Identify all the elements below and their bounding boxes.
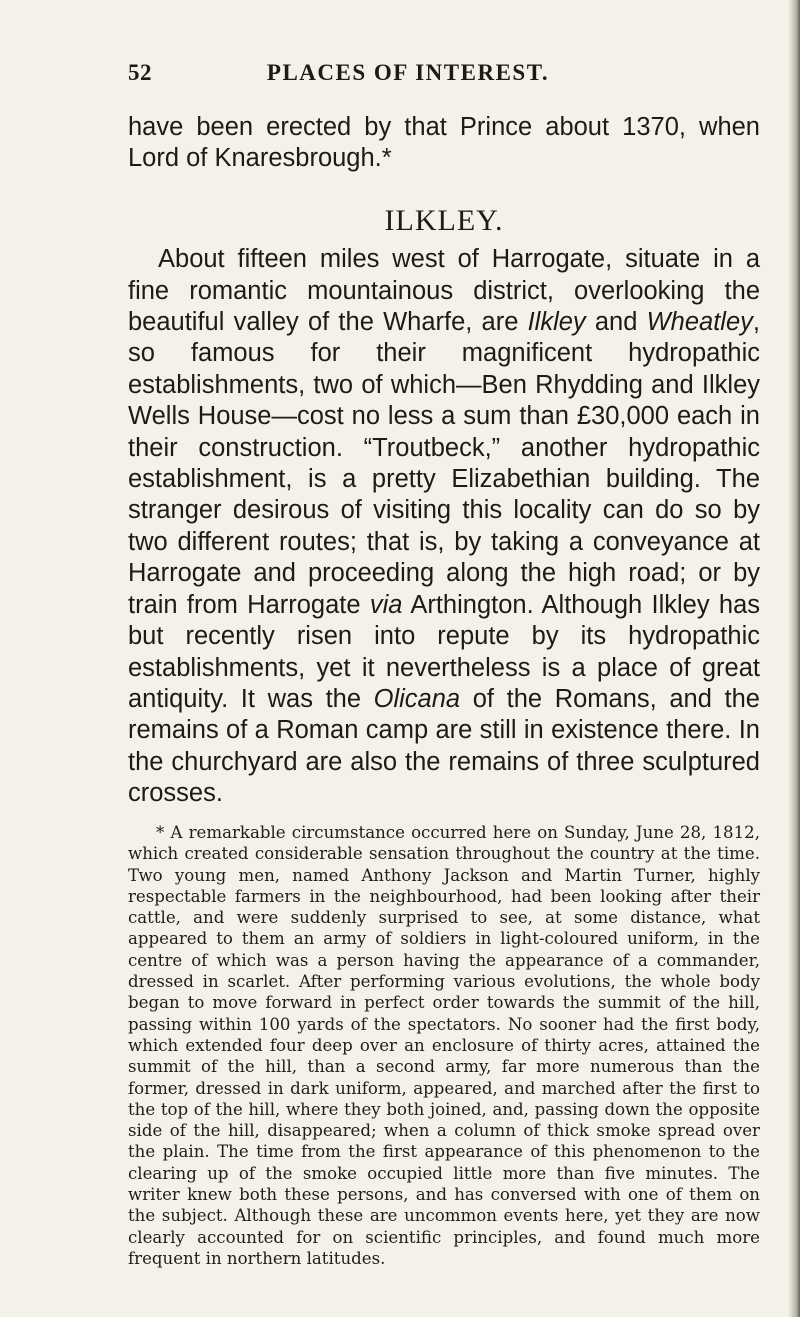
intro-paragraph: have been erected by that Prince about 1370, when Lord of Knaresbrough.* [128, 113, 760, 173]
main-paragraph-part1: About fifteen miles west of Harrogate, situate in a fine romantic mountainous district, overlooking the beautiful valley of the Wharfe, are [128, 245, 760, 337]
running-head: PLACES OF INTEREST. [266, 60, 550, 85]
footnote: * A remarkable circumstance occurred here on Sunday, June 28, 1812, which created considerable sensation throughout the country at the time. Two young men, named Anthony Jackson and Martin Turner, highly respectable farmers in the neighbourhood, had been looking after their cattle, and were suddenly surprised to see, at some distance, what appeared to them an army of soldiers in light-coloured uniform, in the centre of which was a person having the appearance of a commander, dressed in scarlet. After performing various evolutions, the whole body began to move forward in perfect order towards the summit of the hill, passing within 100 yards of the spectators. No sooner had the first body, which extended four deep over an enclosure of thirty acres, attained the summit of the hill, than a second army, far more numerous than the former, dressed in dark uniform, appeared, and marched after the first to the top of the hill, where they both joined, and, passing down the opposite side of the hill, disappeared; when a column of thick smoke spread over the plain. The time from the first appearance of this phenomenon to the clearing up of the smoke occupied little more than five minutes. The writer knew both these persons, and has conversed with one of them on the subject. Although these are uncommon events here, yet they are now clearly accounted for on scientific principles, and found much more frequent in northern latitudes. [128, 823, 760, 1268]
page-edge-shadow [788, 0, 800, 1317]
italic-wheatley: Wheatley [646, 308, 753, 337]
main-paragraph-part4: Arthington. Although Ilkley has but recently risen into repute by its hydropathic establishments, yet it nevertheless is a place of great antiquity. It was the [128, 590, 760, 713]
italic-olicana: Olicana [373, 684, 461, 713]
italic-ilkley: Ilkley [527, 308, 586, 337]
main-paragraph [128, 244, 760, 809]
italic-via: via [369, 590, 403, 619]
body-text [128, 112, 760, 810]
main-paragraph-part2: and [585, 308, 647, 337]
main-paragraph-part3: , so famous for their magnificent hydropathic establishments, two of which—Ben Rhydding and Ilkley Wells House—cost no less a sum than £30,000 each in their construction. “Troutbeck,” another hydropathic establishment, is a pretty Elizabethian building. The stranger desirous of visiting this locality can do so by two different routes; that is, by taking a conveyance at Harrogate and proceeding along the high road; or by train from Harrogate [128, 308, 760, 619]
main-paragraph-part5: of the Romans, and the remains of a Roman camp are still in existence there. In the churchyard are also the remains of three sculptured crosses. [128, 684, 760, 808]
page-header [128, 60, 688, 90]
page-number: 52 [128, 60, 152, 85]
section-title: ILKLEY. [384, 203, 504, 237]
